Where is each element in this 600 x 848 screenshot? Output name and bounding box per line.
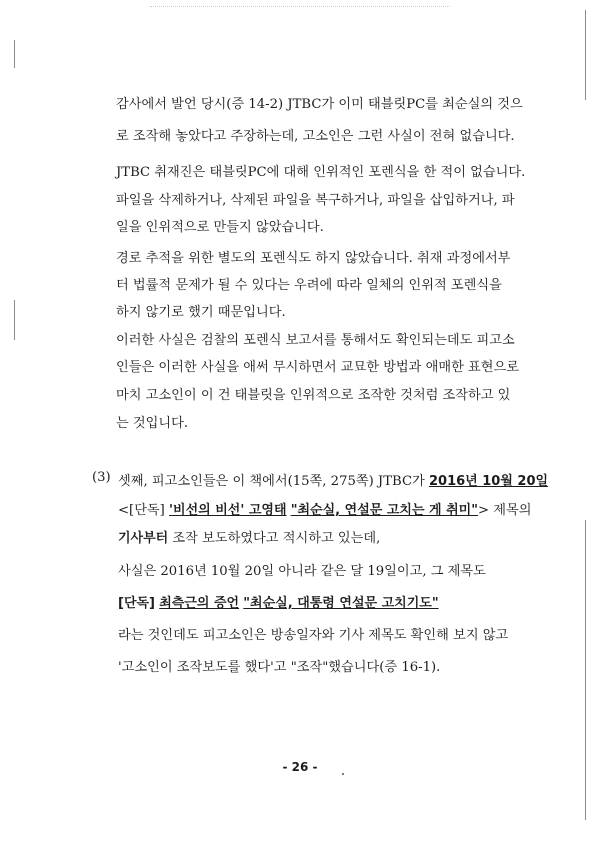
- item3-line4: 사실은 2016년 10월 20일 아니라 같은 달 19일이고, 그 제목도: [118, 564, 486, 579]
- para2-line1: JTBC 취재진은 태블릿PC에 대해 인위적인 포렌식을 한 적이 없습니다.: [116, 165, 526, 180]
- para1-line2: 로 조작해 놓았다고 주장하는데, 고소인은 그런 사실이 전혀 없습니다.: [116, 129, 515, 144]
- item3-headline-part2: "최순실, 연설문 고치는 게 취미": [290, 503, 479, 518]
- para2-line2: 파일을 삭제하거나, 삭제된 파일을 복구하거나, 파일을 삽입하거나, 파: [116, 193, 515, 208]
- para2-line3: 일을 인위적으로 만들지 않았습니다.: [116, 220, 324, 235]
- para1-line1: 감사에서 발언 당시(증 14-2) JTBC가 이미 태블릿PC를 최순실의 것으: [116, 97, 523, 112]
- item3-number: (3): [92, 470, 111, 485]
- scan-margin-mark: [14, 40, 15, 68]
- item3-line3-text: 조작 보도하였다고 적시하고 있는데,: [168, 531, 381, 546]
- item3-line3: [118, 527, 380, 546]
- item3-corrected-headline-part2: "최순실, 대통령 연설문 고치기도": [243, 596, 439, 611]
- item3-line2-end: > 제목의: [478, 503, 532, 518]
- scan-margin-mark: [585, 520, 586, 820]
- item3-line2: [118, 499, 531, 518]
- item3-tag: <[단독]: [118, 503, 165, 518]
- item3-line7: '고소인이 조작보도를 했다'고 "조작"했습니다(증 16-1).: [118, 660, 441, 675]
- para3-line1: 경로 추적을 위한 별도의 포렌식도 하지 않았습니다. 취재 과정에서부: [116, 251, 511, 266]
- para3-line2: 터 법률적 문제가 될 수 있다는 우려에 따라 일체의 인위적 포렌식을: [116, 278, 502, 293]
- item3-line1-text: 셋째, 피고소인들은 이 책에서(15쪽, 275쪽) JTBC가: [118, 474, 429, 489]
- scan-margin-mark: [585, 10, 586, 100]
- para3-line3: 하지 않기로 했기 때문입니다.: [116, 305, 286, 320]
- para4-line3: 마치 고소인이 이 건 태블릿을 인위적으로 조작한 것처럼 조작하고 있: [116, 388, 511, 403]
- para4-line1: 이러한 사실은 검찰의 포렌식 보고서를 통해서도 확인되는데도 피고소: [116, 333, 515, 348]
- scan-artifact: [150, 6, 450, 8]
- scan-speck: [342, 773, 344, 775]
- item3-headline-part1: '비선의 비선' 고영태: [169, 503, 287, 518]
- scan-margin-mark: [14, 300, 15, 340]
- item3-line3-bold: 기사부터: [118, 531, 169, 546]
- item3-corrected-headline-part1: 최측근의 증언: [159, 596, 240, 611]
- para4-line4: 는 것입니다.: [116, 416, 189, 431]
- item3-line1: [118, 470, 548, 489]
- para4-line2: 인들은 이러한 사실을 애써 무시하면서 교묘한 방법과 애매한 표현으로: [116, 360, 519, 375]
- item3-line5: [118, 592, 439, 611]
- item3-corrected-tag: [단독]: [118, 596, 155, 611]
- item3-date: 2016년 10월 20일: [428, 474, 549, 489]
- page-number: - 26 -: [282, 760, 318, 774]
- item3-line6: 라는 것인데도 피고소인은 방송일자와 기사 제목도 확인해 보지 않고: [118, 628, 509, 643]
